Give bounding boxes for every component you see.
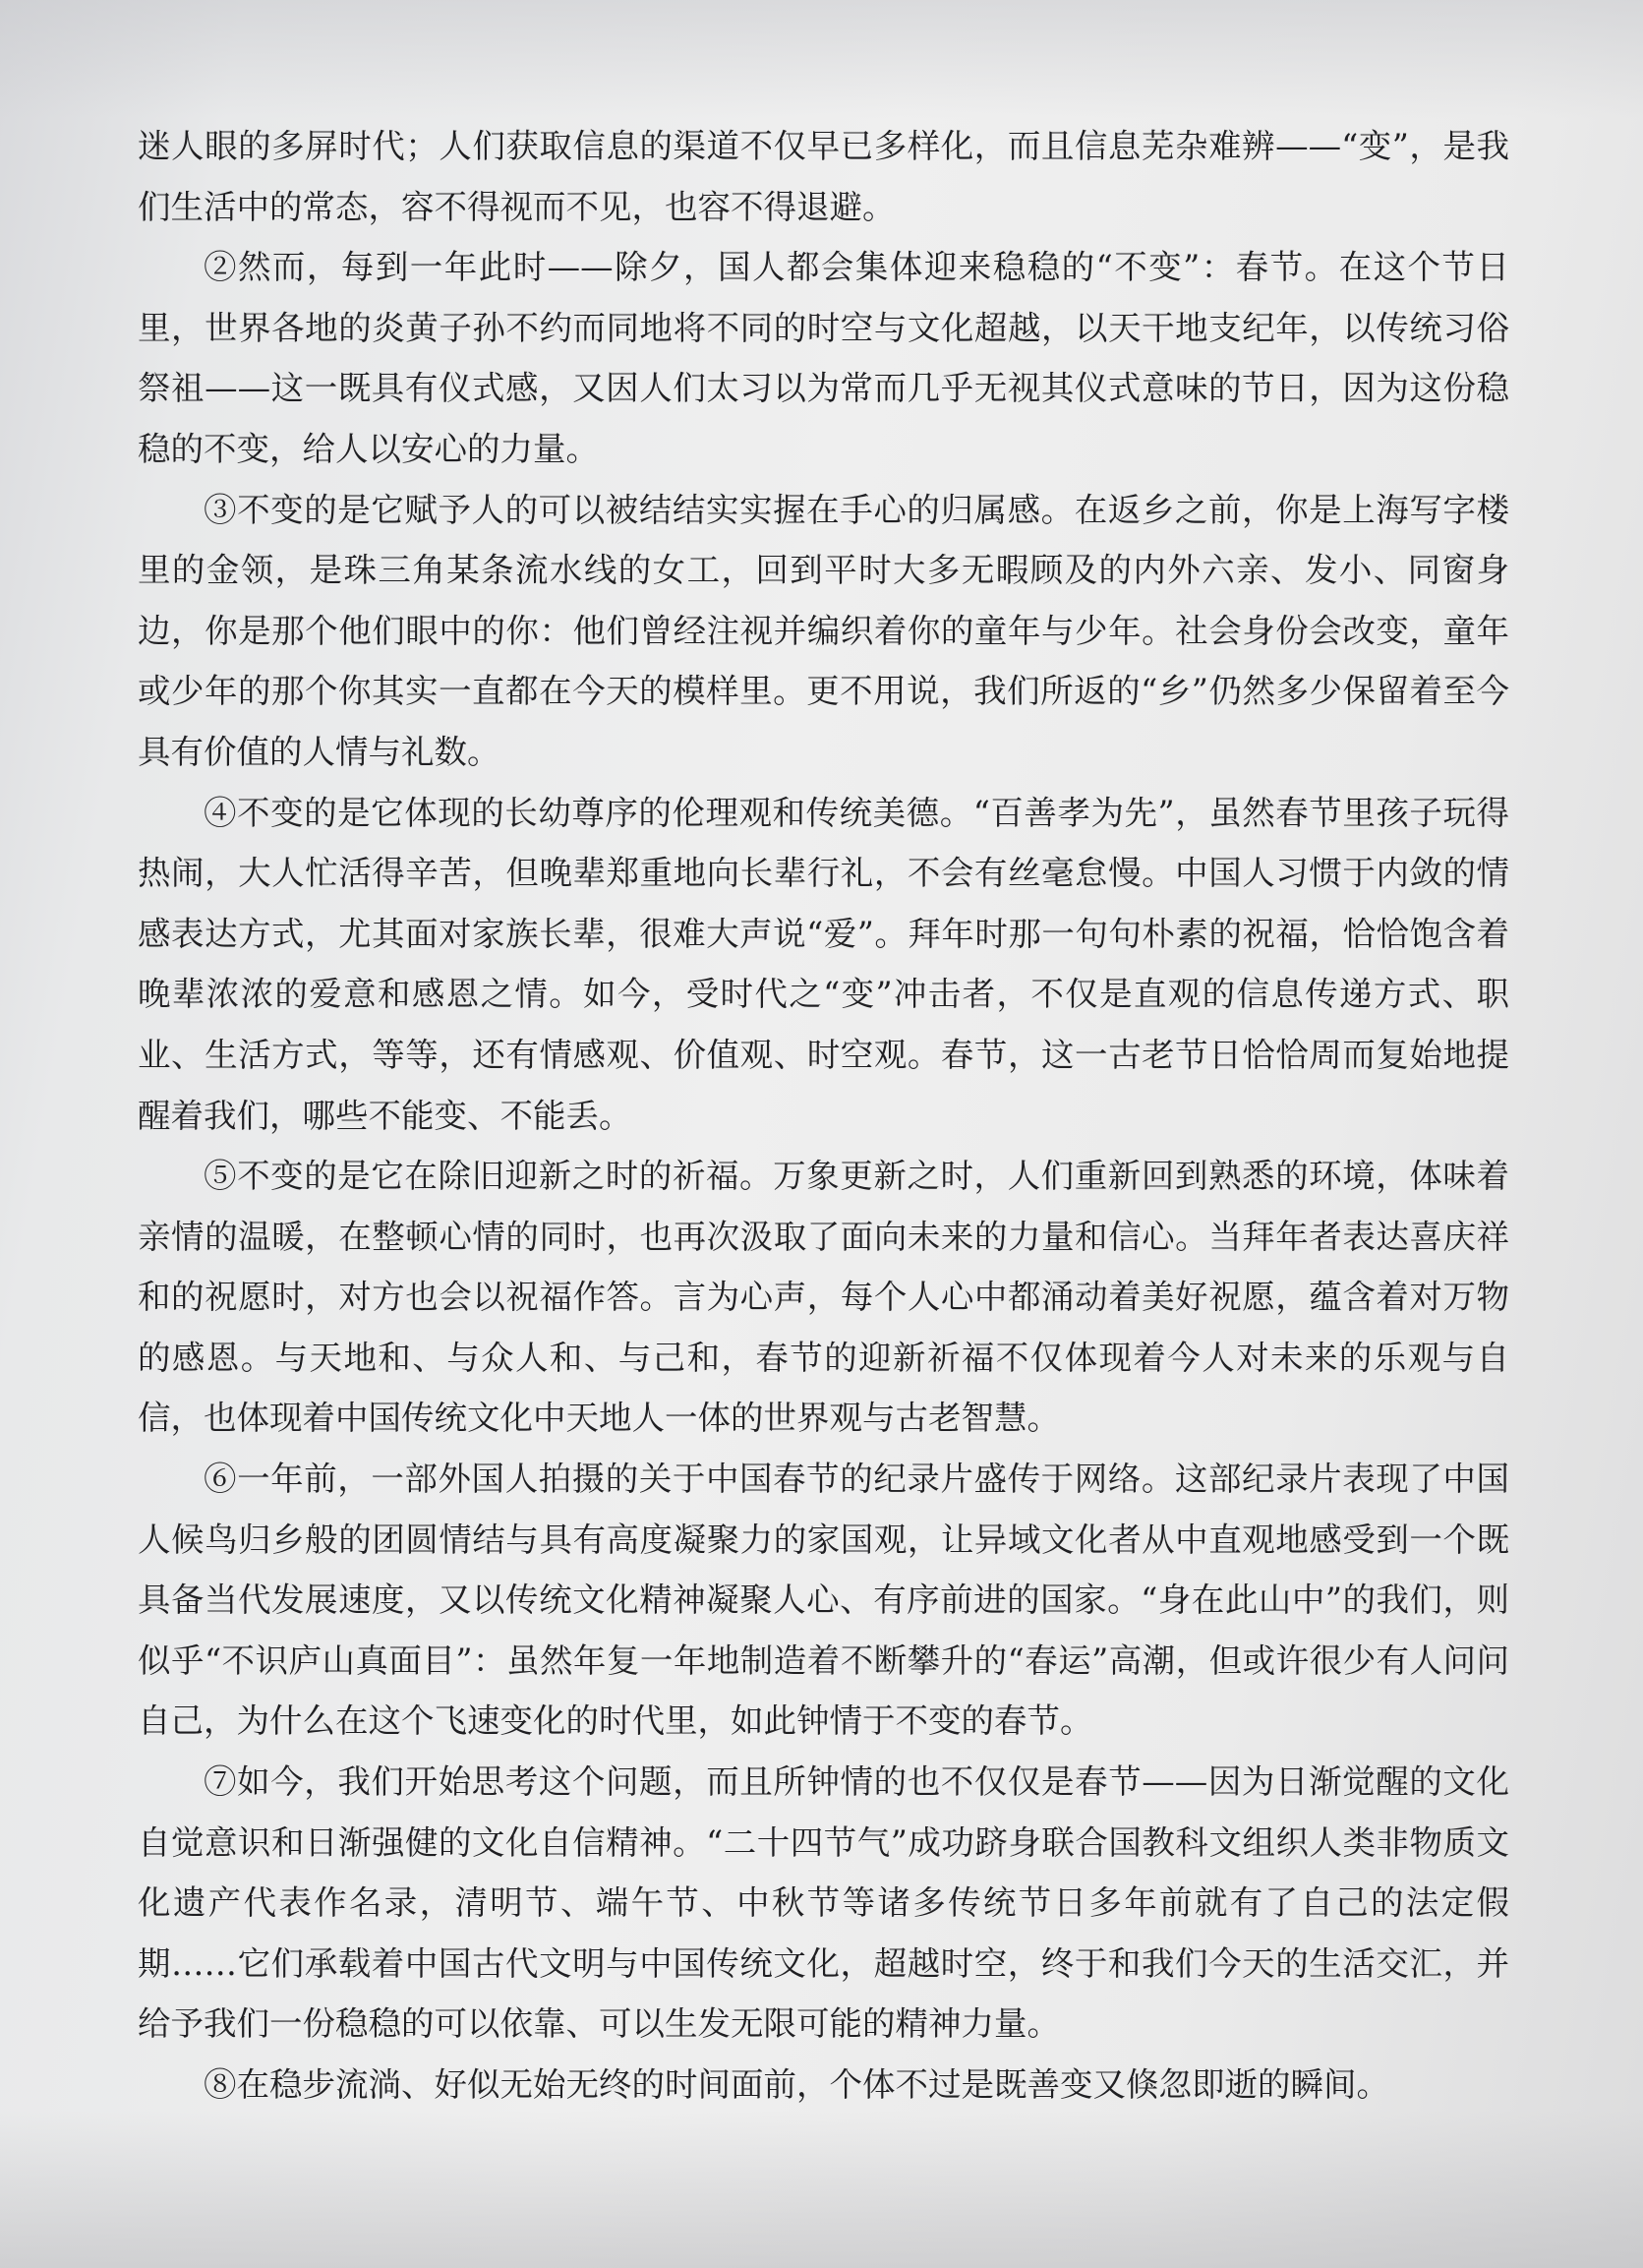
paragraph-2: ②然而，每到一年此时——除夕，国人都会集体迎来稳稳的“不变”：春节。在这个节日里，世界各地的炎黄子孙不约而同地将不同的时空与文化超越，以天干地支纪年，以传统习俗祭祖——这一既具有仪式感，又因人们太习以为常而几乎无视其仪式意味的节日，因为这份稳稳的不变，给人以安心的力量。: [138, 248, 1509, 468]
paragraph-3: ③不变的是它赋予人的可以被结结实实握在手心的归属感。在返乡之前，你是上海写字楼里的金领，是珠三角某条流水线的女工，回到平时大多无暇顾及的内外六亲、发小、同窗身边，你是那个他们眼中的你：他们曾经注视并编织着你的童年与少年。社会身份会改变，童年或少年的那个你其实一直都在今天的模样里。更不用说，我们所返的“乡”仍然多少保留着至今具有价值的人情与礼数。: [138, 490, 1509, 771]
top-shadow: [0, 0, 1643, 118]
bottom-shadow: [0, 2111, 1643, 2268]
paragraph-4: ④不变的是它体现的长幼尊序的伦理观和传统美德。“百善孝为先”，虽然春节里孩子玩得热闹，大人忙活得辛苦，但晚辈郑重地向长辈行礼，不会有丝毫怠慢。中国人习惯于内敛的情感表达方式，尤其面对家族长辈，很难大声说“爱”。拜年时那一句句朴素的祝福，恰恰饱含着晚辈浓浓的爱意和感恩之情。如今，受时代之“变”冲击者，不仅是直观的信息传递方式、职业、生活方式，等等，还有情感观、价值观、时空观。春节，这一古老节日恰恰周而复始地提醒着我们，哪些不能变、不能丢。: [138, 793, 1509, 1135]
article-body: [138, 116, 1509, 2116]
paragraph-7: ⑦如今，我们开始思考这个问题，而且所钟情的也不仅仅是春节——因为日渐觉醒的文化自觉意识和日渐强健的文化自信精神。“二十四节气”成功跻身联合国教科文组织人类非物质文化遗产代表作名录，清明节、端午节、中秋节等诸多传统节日多年前就有了自己的法定假期……它们承载着中国古代文明与中国传统文化，超越时空，终于和我们今天的生活交汇，并给予我们一份稳稳的可以依靠、可以生发无限可能的精神力量。: [138, 1762, 1509, 2044]
paragraph-6: ⑥一年前，一部外国人拍摄的关于中国春节的纪录片盛传于网络。这部纪录片表现了中国人候鸟归乡般的团圆情结与具有高度凝聚力的家国观，让异域文化者从中直观地感受到一个既具备当代发展速度，又以传统文化精神凝聚人心、有序前进的国家。“身在此山中”的我们，则似乎“不识庐山真面目”：虽然年复一年地制造着不断攀升的“春运”高潮，但或许很少有人问问自己，为什么在这个飞速变化的时代里，如此钟情于不变的春节。: [138, 1460, 1509, 1741]
paragraph-8: ⑧在稳步流淌、好似无始无终的时间面前，个体不过是既善变又倏忽即逝的瞬间。: [204, 2065, 1389, 2104]
paragraph-1-continued: 迷人眼的多屏时代；人们获取信息的渠道不仅早已多样化，而且信息芜杂难辨——“变”，是我们生活中的常态，容不得视而不见，也容不得退避。: [138, 127, 1509, 226]
paragraph-5: ⑤不变的是它在除旧迎新之时的祈福。万象更新之时，人们重新回到熟悉的环境，体味着亲情的温暖，在整顿心情的同时，也再次汲取了面向未来的力量和信心。当拜年者表达喜庆祥和的祝愿时，对方也会以祝福作答。言为心声，每个人心中都涌动着美好祝愿，蕴含着对万物的感恩。与天地和、与众人和、与己和，春节的迎新祈福不仅体现着今人对未来的乐观与自信，也体现着中国传统文化中天地人一体的世界观与古老智慧。: [138, 1157, 1509, 1438]
